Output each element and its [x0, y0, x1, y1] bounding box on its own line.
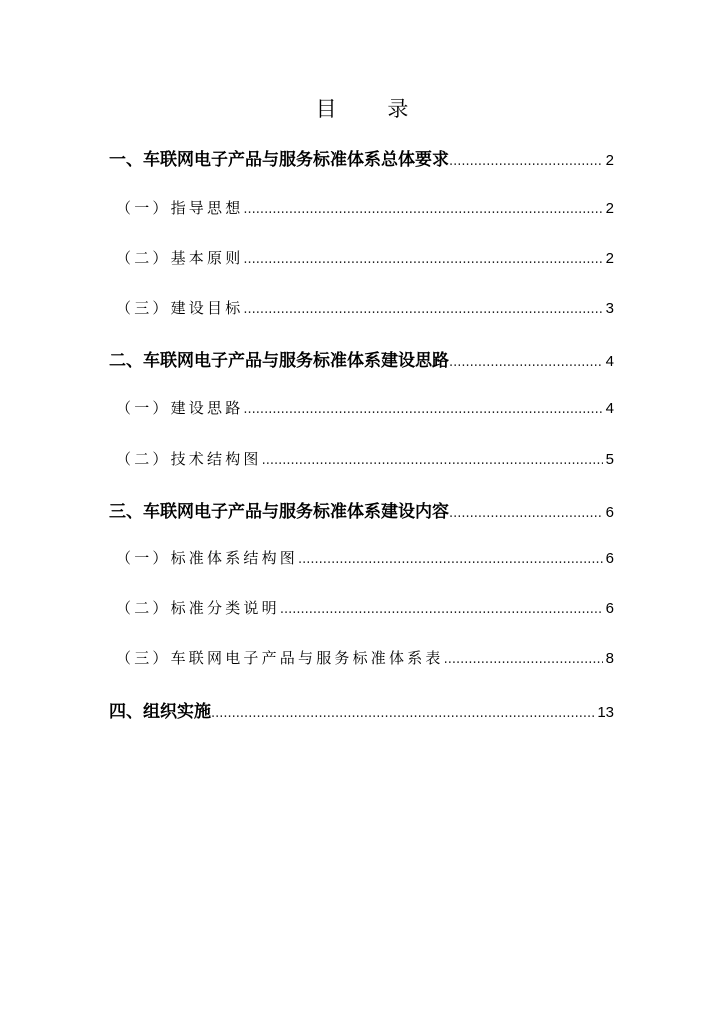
toc-entry[interactable]: [109, 346, 614, 372]
toc-entry[interactable]: [116, 448, 614, 474]
dot-leader: [262, 453, 603, 468]
toc-entry-page: 2: [605, 250, 614, 267]
toc-entry-label: （二）基本原则: [116, 249, 244, 267]
toc-entry-label: 四、组织实施: [109, 702, 211, 722]
dot-leader: [449, 154, 603, 169]
toc-entry-page: 2: [605, 200, 614, 217]
toc-entry-label: （三）车联网电子产品与服务标准体系表: [116, 649, 444, 667]
toc-entry-label: （三）建设目标: [116, 299, 244, 317]
dot-leader: [298, 552, 603, 567]
toc-entry-page: 5: [605, 451, 614, 468]
toc-entry[interactable]: [109, 145, 614, 171]
dot-leader: [243, 302, 602, 317]
toc-entry-label: （二）标准分类说明: [116, 599, 280, 617]
toc-entry-page: 4: [605, 400, 614, 417]
toc-title: 目 录: [315, 97, 431, 121]
toc-entry-page: 13: [597, 704, 614, 721]
toc-entry-label: 一、车联网电子产品与服务标准体系总体要求: [109, 150, 449, 170]
toc-entry[interactable]: [116, 547, 614, 573]
toc-entry-page: 2: [605, 152, 614, 169]
toc-entry[interactable]: [116, 297, 614, 323]
toc-entry-page: 4: [605, 353, 614, 370]
dot-leader: [444, 652, 603, 667]
dot-leader: [449, 506, 603, 521]
toc-entry[interactable]: [116, 397, 614, 423]
toc-entry-page: 3: [605, 300, 614, 317]
toc-entry[interactable]: [116, 597, 614, 623]
toc-entry-label: 二、车联网电子产品与服务标准体系建设思路: [109, 351, 449, 371]
toc-entry[interactable]: [109, 497, 614, 523]
dot-leader: [243, 202, 602, 217]
toc-entry[interactable]: [109, 697, 614, 723]
toc-entry-page: 6: [605, 600, 614, 617]
toc-entry-label: （一）建设思路: [116, 399, 244, 417]
toc-entry-page: 8: [605, 650, 614, 667]
dot-leader: [243, 252, 602, 267]
toc-entry-page: 6: [605, 550, 614, 567]
toc-entry[interactable]: [116, 247, 614, 273]
dot-leader: [211, 706, 594, 721]
toc-entry-label: 三、车联网电子产品与服务标准体系建设内容: [109, 502, 449, 522]
toc-entry-page: 6: [605, 504, 614, 521]
toc-entry-label: （一）标准体系结构图: [116, 549, 299, 567]
dot-leader: [280, 602, 603, 617]
toc-entry-label: （一）指导思想: [116, 199, 244, 217]
dot-leader: [449, 355, 603, 370]
toc-entry-label: （二）技术结构图: [116, 450, 262, 468]
toc-entry[interactable]: [116, 197, 614, 223]
toc-entry[interactable]: [116, 647, 614, 673]
dot-leader: [243, 402, 602, 417]
